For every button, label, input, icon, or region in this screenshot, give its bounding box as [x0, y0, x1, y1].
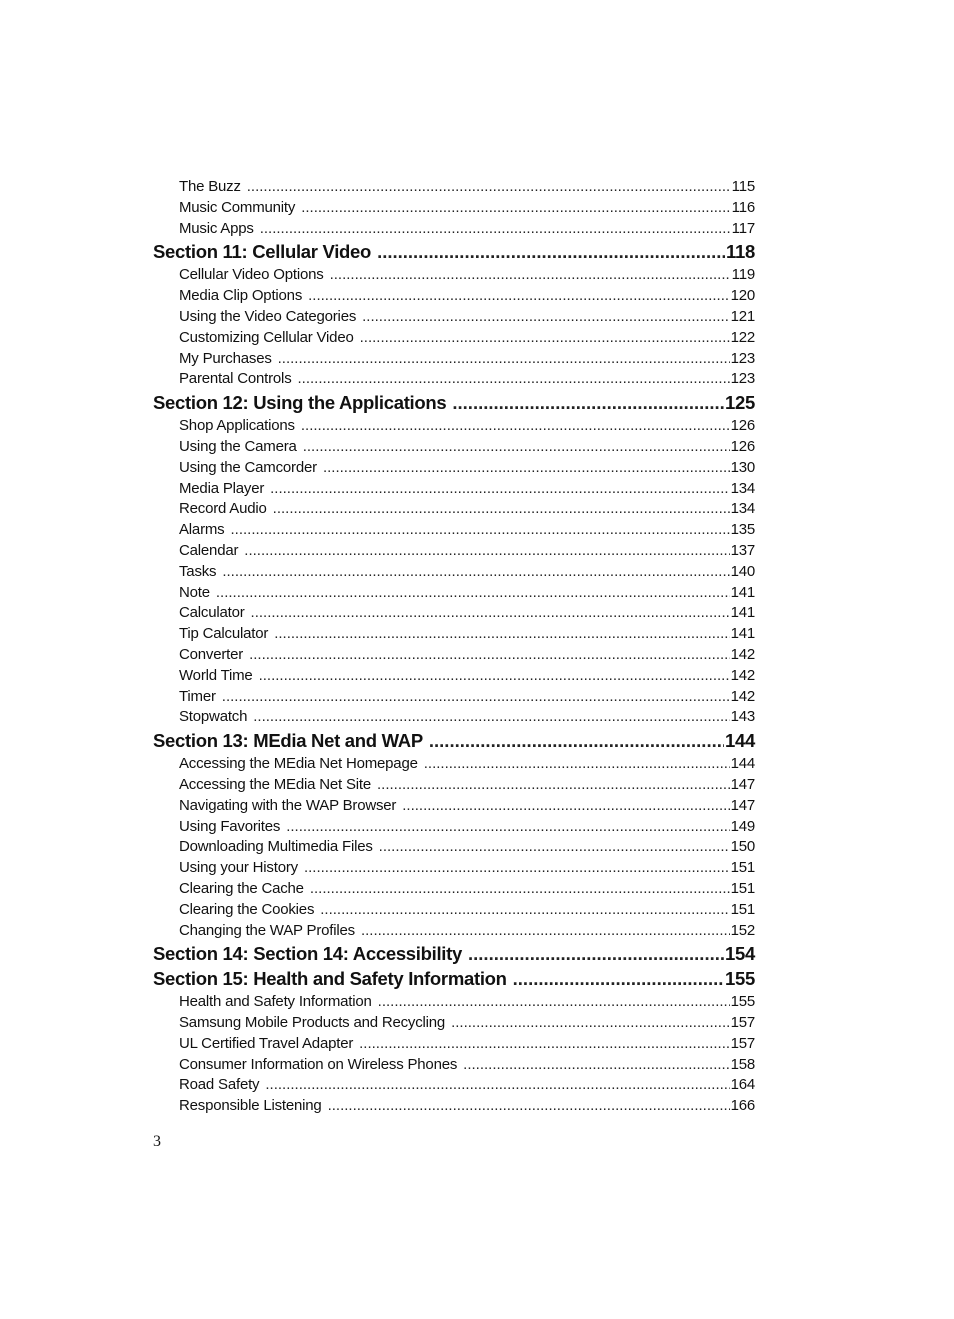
- section-title: Section 11: Cellular Video: [153, 241, 372, 263]
- table-of-contents: [153, 177, 755, 1117]
- page-reference: 143: [730, 708, 755, 726]
- toc-section-heading[interactable]: [153, 239, 755, 264]
- page-reference: 123: [730, 349, 755, 367]
- toc-entry[interactable]: [153, 603, 755, 624]
- dot-leader: [222, 687, 730, 708]
- page-reference: 126: [730, 417, 755, 435]
- page-reference: 158: [730, 1055, 755, 1073]
- dot-leader: [402, 796, 729, 817]
- page-reference: 151: [730, 900, 755, 918]
- page-reference: 119: [731, 266, 755, 284]
- entry-title: Using Favorites: [179, 817, 281, 835]
- toc-entry[interactable]: [153, 177, 755, 198]
- dot-leader: [247, 177, 731, 198]
- dot-leader: [424, 754, 730, 775]
- toc-entry[interactable]: [153, 796, 755, 817]
- entry-title: Using the Camcorder: [179, 458, 317, 476]
- page-reference: 157: [730, 1034, 755, 1052]
- dot-leader: [463, 1055, 729, 1076]
- toc-entry[interactable]: [153, 837, 755, 858]
- page-reference: 135: [730, 521, 755, 539]
- entry-title: Music Apps: [179, 219, 254, 237]
- dot-leader: [244, 541, 729, 562]
- dot-leader: [361, 921, 730, 942]
- toc-entry[interactable]: [153, 416, 755, 437]
- toc-entry[interactable]: [153, 624, 755, 645]
- entry-title: Clearing the Cache: [179, 879, 304, 897]
- page-reference: 142: [730, 666, 755, 684]
- dot-leader: [362, 307, 729, 328]
- toc-entry[interactable]: [153, 1034, 755, 1055]
- dot-leader: [259, 666, 730, 687]
- entry-title: Road Safety: [179, 1076, 260, 1094]
- entry-title: Media Clip Options: [179, 287, 303, 305]
- dot-leader: [323, 458, 730, 479]
- dot-leader: [377, 775, 730, 796]
- dot-leader: [274, 624, 729, 645]
- entry-title: Timer: [179, 687, 216, 705]
- dot-leader: [308, 286, 729, 307]
- dot-leader: [429, 728, 724, 753]
- entry-title: Navigating with the WAP Browser: [179, 796, 397, 814]
- entry-title: Responsible Listening: [179, 1097, 322, 1115]
- entry-title: Customizing Cellular Video: [179, 328, 354, 346]
- toc-entry[interactable]: [153, 198, 755, 219]
- page-reference: 154: [725, 943, 755, 965]
- page-reference: 157: [730, 1014, 755, 1032]
- entry-title: Samsung Mobile Products and Recycling: [179, 1014, 446, 1032]
- entry-title: Using the Camera: [179, 437, 297, 455]
- toc-entry[interactable]: [153, 1075, 755, 1096]
- entry-title: Health and Safety Information: [179, 993, 372, 1011]
- toc-entry[interactable]: [153, 666, 755, 687]
- dot-leader: [260, 219, 731, 240]
- entry-title: Media Player: [179, 479, 265, 497]
- dot-leader: [304, 858, 730, 879]
- dot-leader: [320, 900, 729, 921]
- toc-section-heading[interactable]: [153, 966, 755, 991]
- entry-title: Downloading Multimedia Files: [179, 838, 373, 856]
- page-reference: 144: [725, 730, 755, 752]
- page-reference: 166: [730, 1097, 755, 1115]
- entry-title: Music Community: [179, 198, 296, 216]
- toc-entry[interactable]: [153, 328, 755, 349]
- dot-leader: [360, 328, 730, 349]
- toc-entry[interactable]: [153, 817, 755, 838]
- page-reference: 126: [730, 437, 755, 455]
- page-reference: 141: [730, 604, 755, 622]
- toc-section-heading[interactable]: [153, 390, 755, 415]
- dot-leader: [378, 992, 730, 1013]
- dot-leader: [301, 198, 730, 219]
- page-reference: 151: [730, 859, 755, 877]
- entry-title: Calculator: [179, 604, 245, 622]
- page-reference: 147: [730, 796, 755, 814]
- page-reference: 141: [730, 625, 755, 643]
- toc-entry[interactable]: [153, 879, 755, 900]
- toc-entry[interactable]: [153, 775, 755, 796]
- dot-leader: [330, 265, 731, 286]
- page-reference: 155: [725, 968, 755, 990]
- page-reference: 142: [730, 645, 755, 663]
- dot-leader: [310, 879, 730, 900]
- page-number: 3: [153, 1133, 161, 1150]
- dot-leader: [468, 941, 724, 966]
- entry-title: Using the Video Categories: [179, 307, 357, 325]
- entry-title: Consumer Information on Wireless Phones: [179, 1055, 458, 1073]
- page-reference: 152: [730, 921, 755, 939]
- toc-entry[interactable]: [153, 562, 755, 583]
- dot-leader: [230, 520, 729, 541]
- toc-entry[interactable]: [153, 520, 755, 541]
- entry-title: My Purchases: [179, 349, 272, 367]
- dot-leader: [273, 499, 730, 520]
- dot-leader: [278, 349, 730, 370]
- toc-entry[interactable]: [153, 307, 755, 328]
- page-reference: 116: [731, 198, 755, 216]
- entry-title: Tip Calculator: [179, 625, 269, 643]
- entry-title: Using your History: [179, 859, 298, 877]
- toc-entry[interactable]: [153, 437, 755, 458]
- dot-leader: [216, 583, 730, 604]
- dot-leader: [253, 707, 729, 728]
- entry-title: Note: [179, 583, 210, 601]
- toc-entry[interactable]: [153, 858, 755, 879]
- page-reference: 142: [730, 687, 755, 705]
- entry-title: Alarms: [179, 521, 225, 539]
- page-reference: 130: [730, 458, 755, 476]
- page-reference: 115: [731, 178, 755, 195]
- toc-entry[interactable]: [153, 707, 755, 728]
- page-reference: 137: [730, 541, 755, 559]
- entry-title: Cellular Video Options: [179, 266, 324, 284]
- entry-title: Accessing the MEdia Net Site: [179, 775, 371, 793]
- page-reference: 141: [730, 583, 755, 601]
- page-reference: 120: [730, 287, 755, 305]
- dot-leader: [222, 562, 729, 583]
- toc-entry[interactable]: [153, 645, 755, 666]
- dot-leader: [265, 1075, 729, 1096]
- entry-title: The Buzz: [179, 178, 241, 195]
- toc-entry[interactable]: [153, 369, 755, 390]
- toc-entry[interactable]: [153, 921, 755, 942]
- dot-leader: [513, 966, 724, 991]
- dot-leader: [451, 1013, 729, 1034]
- entry-title: World Time: [179, 666, 253, 684]
- page-reference: 118: [726, 241, 755, 263]
- section-title: Section 14: Section 14: Accessibility: [153, 943, 463, 965]
- toc-entry[interactable]: [153, 499, 755, 520]
- entry-title: Record Audio: [179, 500, 267, 518]
- page-reference: 140: [730, 562, 755, 580]
- section-title: Section 15: Health and Safety Information: [153, 968, 507, 990]
- page-reference: 134: [730, 500, 755, 518]
- entry-title: Accessing the MEdia Net Homepage: [179, 755, 418, 773]
- page-reference: 149: [730, 817, 755, 835]
- page-reference: 144: [730, 755, 755, 773]
- toc-entry[interactable]: [153, 458, 755, 479]
- page-reference: 125: [725, 392, 755, 414]
- toc-entry[interactable]: [153, 1013, 755, 1034]
- toc-entry[interactable]: [153, 687, 755, 708]
- section-title: Section 13: MEdia Net and WAP: [153, 730, 423, 752]
- page-reference: 164: [730, 1076, 755, 1094]
- dot-leader: [270, 479, 729, 500]
- entry-title: Changing the WAP Profiles: [179, 921, 355, 939]
- toc-entry[interactable]: [153, 1055, 755, 1076]
- dot-leader: [303, 437, 730, 458]
- page-reference: 121: [730, 307, 755, 325]
- toc-entry[interactable]: [153, 541, 755, 562]
- page-reference: 151: [730, 879, 755, 897]
- page-reference: 123: [730, 370, 755, 388]
- toc-entry[interactable]: [153, 583, 755, 604]
- dot-leader: [359, 1034, 729, 1055]
- dot-leader: [249, 645, 730, 666]
- dot-leader: [286, 817, 729, 838]
- section-title: Section 12: Using the Applications: [153, 392, 447, 414]
- dot-leader: [251, 603, 730, 624]
- toc-entry[interactable]: [153, 992, 755, 1013]
- dot-leader: [379, 837, 730, 858]
- toc-entry[interactable]: [153, 349, 755, 370]
- dot-leader: [452, 390, 724, 415]
- toc-section-heading[interactable]: [153, 941, 755, 966]
- entry-title: Clearing the Cookies: [179, 900, 315, 918]
- toc-entry[interactable]: [153, 900, 755, 921]
- page-reference: 147: [730, 775, 755, 793]
- entry-title: Converter: [179, 645, 244, 663]
- dot-leader: [301, 416, 730, 437]
- dot-leader: [377, 239, 725, 264]
- entry-title: Stopwatch: [179, 708, 248, 726]
- toc-entry[interactable]: [153, 286, 755, 307]
- entry-title: Parental Controls: [179, 370, 292, 388]
- page-reference: 122: [730, 328, 755, 346]
- toc-entry[interactable]: [153, 265, 755, 286]
- dot-leader: [328, 1096, 730, 1117]
- toc-entry[interactable]: [153, 1096, 755, 1117]
- page-reference: 134: [730, 479, 755, 497]
- entry-title: UL Certified Travel Adapter: [179, 1034, 354, 1052]
- page-reference: 150: [730, 838, 755, 856]
- dot-leader: [298, 369, 730, 390]
- toc-entry[interactable]: [153, 479, 755, 500]
- toc-section-heading[interactable]: [153, 728, 755, 753]
- toc-entry[interactable]: [153, 219, 755, 240]
- entry-title: Calendar: [179, 541, 239, 559]
- entry-title: Shop Applications: [179, 417, 295, 435]
- entry-title: Tasks: [179, 562, 217, 580]
- page-reference: 155: [730, 993, 755, 1011]
- page-reference: 117: [731, 219, 755, 237]
- toc-entry[interactable]: [153, 754, 755, 775]
